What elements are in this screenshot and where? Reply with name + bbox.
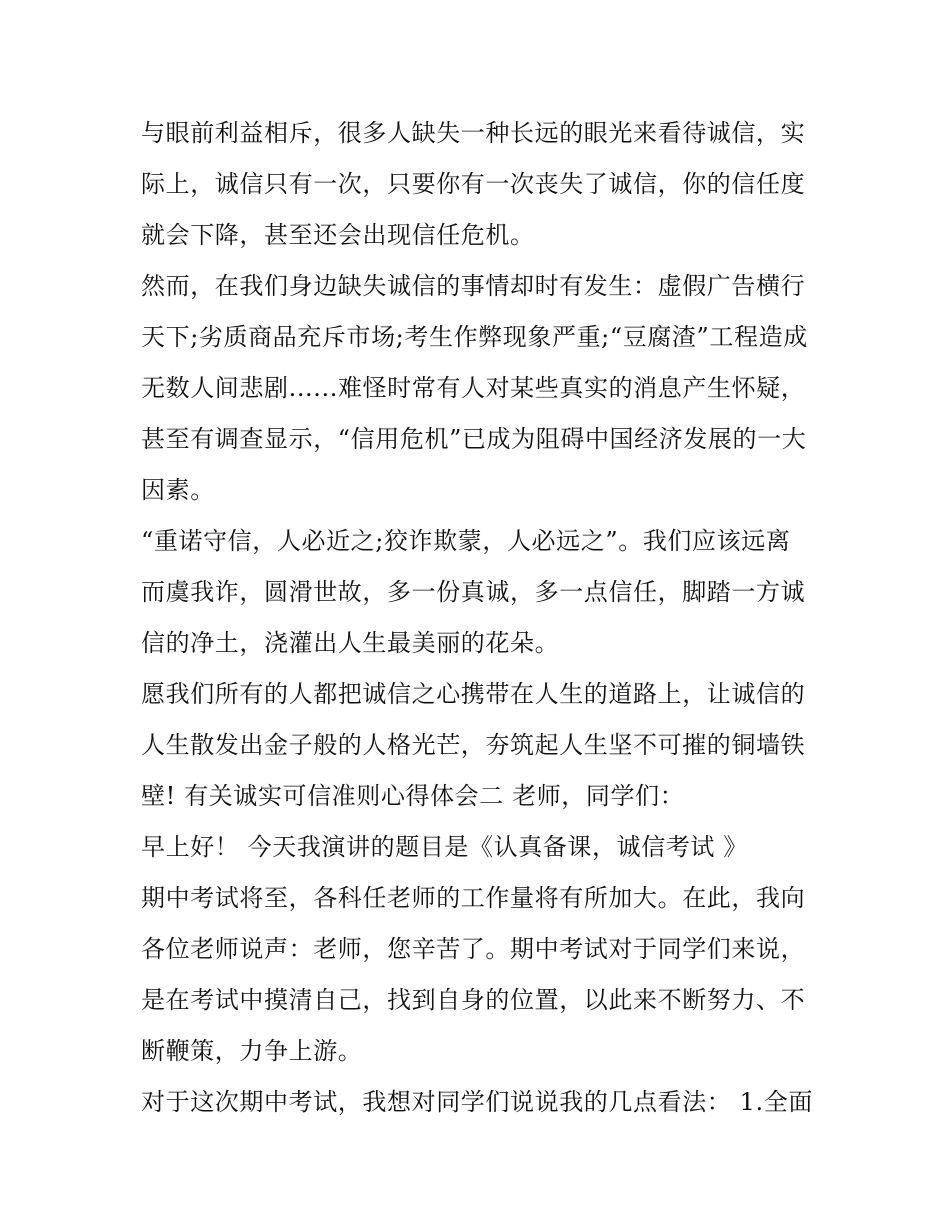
text-line: 壁! 有关诚实可信准则心得体会二 老师，同学们： (141, 782, 685, 810)
text-line: 愿我们所有的人都把诚信之心携带在人生的道路上，让诚信的 (141, 680, 806, 708)
text-line: 早上好！ 今天我演讲的题目是《认真备课，诚信考试 》 (141, 833, 748, 861)
text-line: 期中考试将至，各科任老师的工作量将有所加大。在此，我向 (141, 884, 806, 912)
text-line: 就会下降，甚至还会出现信任危机。 (141, 221, 535, 249)
text-line: 甚至有调查显示，“信用危机”已成为阻碍中国经济发展的一大 (141, 425, 807, 453)
text-line: 对于这次期中考试，我想对同学们说说我的几点看法： 1.全面 (141, 1088, 813, 1116)
text-line: 而虞我诈，圆滑世故，多一份真诚，多一点信任，脚踏一方诚 (141, 578, 806, 606)
text-line: 然而，在我们身边缺失诚信的事情却时有发生：虚假广告横行 (141, 272, 806, 300)
body-text (141, 108, 821, 1128)
text-line: 无数人间悲剧......难怪时常有人对某些真实的消息产生怀疑， (141, 374, 806, 402)
text-line: 际上，诚信只有一次，只要你有一次丧失了诚信，你的信任度 (141, 170, 806, 198)
text-line: 各位老师说声：老师，您辛苦了。期中考试对于同学们来说， (141, 935, 806, 963)
text-line: 因素。 (141, 476, 215, 504)
text-line: 断鞭策，力争上游。 (141, 1037, 363, 1065)
text-line: 信的净土，浇灌出人生最美丽的花朵。 (141, 629, 560, 657)
text-line: 天下;劣质商品充斥市场;考生作弊现象严重;“豆腐渣”工程造成 (141, 323, 808, 351)
text-line: “重诺守信，人必近之;狡诈欺蒙，人必远之”。我们应该远离 (141, 527, 791, 555)
text-line: 人生散发出金子般的人格光芒，夯筑起人生坚不可摧的铜墙铁 (141, 731, 806, 759)
text-line: 是在考试中摸清自己，找到自身的位置，以此来不断努力、不 (141, 986, 806, 1014)
text-line: 与眼前利益相斥，很多人缺失一种长远的眼光来看待诚信，实 (141, 119, 806, 147)
